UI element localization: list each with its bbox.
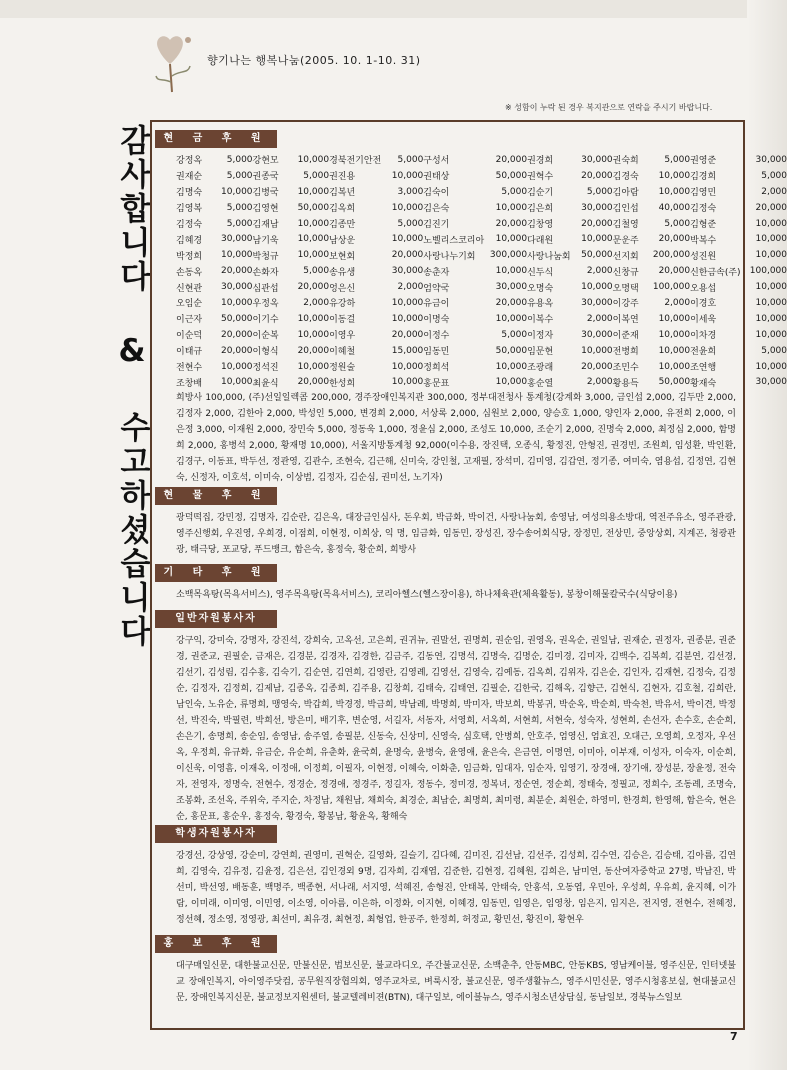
donation-amount: 20,000 <box>581 170 613 181</box>
donation-amount: 20,000 <box>221 329 253 340</box>
section-promo-label: 홍 보 후 원 <box>155 935 277 953</box>
volunteers-text: 강구익, 강미숙, 강명자, 강진석, 강희숙, 고옥선, 고은희, 권귀뉴, 권말선, 권명희, 권순임, 권영옥, 권옥순, 권일남, 권재순, 권정자, 권종분, 권준경, 권준교, 권필순, 금재은, 김경분, 김경자, 김경한, 김금주, 김동연, 김명석, 김명숙, 김명순, 김미경, 김미자, 김백수, 김복희, 김분연, 김선경, 김선기, 김성림, 김수홍, 김숙기, 김순연, 김연희, 김영란, 김영례, 김영선, 김영숙, 김예동, 김옥희, 김위자, 김은순, 김인자, 김재현, 김정숙, 김정순, 김정자, 김정희, 김제남, 김종옥, 김종희, 김주용, 김창희, 김태숙, 김태연, 김필순, 김한국, 김해옥, 김향근, 김현식, 김현자, 김호철, 김희란, 남인숙, 노유순, 류명희, 맹영숙, 박갑희, 박경정, 박금희, 박남례, 박명희, 박미자, 박보희, 박봉귀, 박순옥, 박순희, 박숙천, 박유서, 박이견, 박정선, 박진숙, 박필련, 박희선, 방은미, 배기후, 변순영, 서길자, 서동자, 서영희, 서옥희, 서현희, 서현숙, 성숙자, 성현희, 손선자, 손수호, 손순희, 손은기, 송명희, 송순임, 송영남, 송주열, 송필분, 신동숙, 신상미, 신영숙, 심호택, 안병희, 안호주, 엄영신, 엄효진, 오대근, 오영희, 오정자, 우선옥, 우정희, 유규화, 유금순, 유순희, 유춘화, 윤국희, 윤명숙, 윤병숙, 윤영애, 윤은숙, 은금연, 이명연, 이미아, 이부재, 이성자, 이숙자, 이순희, 이신욱, 이영흠, 이재옥, 이정애, 이정희, 이필자, 이현정, 이혜숙, 이화춘, 임금화, 임대자, 임순자, 임영기, 장경애, 장기애, 장성분, 장윤정, 전숙자, 전영자, 정명숙, 전현수, 정경순, 정경애, 정경주, 정길자, 정동수, 정미경, 정복녀, 정순연, 정순희, 정태숙, 정필교, 정희수, 조동례, 조명숙, 조봉화, 조선옥, 주위숙, 주지순, 차정남, 채원남, 채희숙, 최경순, 최남순, 최명희, 최미령, 최분순, 최원순, 하영미, 한경희, 한영해, 함은숙, 현은순, 홍문표, 홍순우, 홍정숙, 황경숙, 황봉남, 황윤옥, 황해숙 <box>176 636 736 822</box>
donation-amount: 10,000 <box>755 234 787 245</box>
donor-name: 조광래 <box>527 363 554 374</box>
table-row <box>176 327 787 343</box>
donor-name: 다래원 <box>527 235 554 246</box>
donor-name: 황용득 <box>612 378 639 389</box>
donor-name: 이근자 <box>176 315 203 326</box>
donation-amount: 100,000 <box>652 282 691 293</box>
cash-donor-table <box>176 152 787 390</box>
donor-name: 유금이 <box>423 299 450 310</box>
donation-amount: 20,000 <box>297 377 330 388</box>
donation-amount: 20,000 <box>297 345 330 356</box>
donor-name: 김경숙 <box>612 172 639 183</box>
donor-name: 홍문표 <box>423 378 450 389</box>
table-row <box>176 216 787 232</box>
donor-name: 성진원 <box>690 251 717 262</box>
donor-name: 김재남 <box>252 220 279 230</box>
donation-amount: 10,000 <box>391 297 424 308</box>
donor-name: 김영복 <box>176 204 203 215</box>
cash-extra-text: 희방사 100,000, (주)선일일렉콤 200,000, 경주장애인복지관 300,000, 정부대전청사 통계청(강계화 3,000, 금인섭 2,000, 김두만 2,000, 김정자 2,000, 김한아 2,000, 박성인 5,000, 변경희 2,000, 서상록 2,000, 심원보 2,000, 양승호 1,000, 양인자 2,000, 유전희 2,000, 이은정 3,000, 이재원 2,000, 장민숙 5,000, 정동욱 1,000, 정윤심 2,000, 조성도 10,000, 조순기 2,000, 진명숙 2,000, 최정심 2,000, 함명희 2,000, 홍병석 2,000, 황재명 10,000), 서울지방통계청 92,000(이수용, 장진택, 오종식, 황정진, 안형진, 권경빈, 조원희, 임성환, 박인환, 김경구, 이동표, 박두선, 정관영, 김관수, 조현숙, 김근해, 신미숙, 강인철, 고재필, 장석미, 김미영, 김갑연, 정기종, 여미숙, 염용섭, 김정연, 김현숙, 신정자, 이호석, 이미숙, 이상범, 김정자, 김순심, 권미선, 노기자) <box>176 393 736 483</box>
donor-name: 신한금속(주) <box>690 267 741 278</box>
donor-name: 전병희 <box>612 347 639 358</box>
donation-amount: 10,000 <box>658 186 691 197</box>
table-row <box>176 311 787 327</box>
donor-name: 홍순열 <box>527 378 554 389</box>
donor-name: 오용섭 <box>690 283 717 294</box>
donor-name: 이경호 <box>690 299 717 310</box>
donation-amount: 10,000 <box>495 377 528 388</box>
table-row <box>176 359 787 375</box>
donor-name: 이복연 <box>612 315 639 326</box>
table-row <box>176 152 787 168</box>
donation-amount: 5,000 <box>664 154 691 165</box>
donor-name: 남기욱 <box>252 235 279 246</box>
donation-amount: 20,000 <box>581 218 613 229</box>
donation-amount: 10,000 <box>297 234 330 245</box>
section-students-label: 학생자원봉사자 <box>155 825 277 843</box>
donor-name: 김아람 <box>612 188 639 199</box>
donor-name: 오명택 <box>612 283 639 294</box>
donation-amount: 20,000 <box>658 266 691 277</box>
donation-amount: 10,000 <box>755 218 787 229</box>
donor-name: 김은숙 <box>423 204 450 215</box>
page-number: 7 <box>730 1030 738 1043</box>
donor-name: 김철영 <box>612 220 639 230</box>
donation-amount: 10,000 <box>221 377 253 388</box>
donor-name: 오명숙 <box>527 283 554 294</box>
donation-amount: 5,000 <box>761 170 787 181</box>
donation-amount: 30,000 <box>221 234 253 245</box>
donor-name: 심관섭 <box>252 283 279 294</box>
donor-name: 김정숙 <box>176 220 203 230</box>
donor-name: 권경희 <box>527 156 554 167</box>
donation-amount: 10,000 <box>221 250 253 261</box>
donation-amount: 10,000 <box>297 154 330 165</box>
donation-amount: 15,000 <box>391 345 424 356</box>
table-row <box>176 247 787 263</box>
donor-name: 박청규 <box>252 251 279 262</box>
table-row <box>176 263 787 279</box>
donation-amount: 10,000 <box>221 186 253 197</box>
donor-name: 김인섭 <box>612 204 639 215</box>
donation-amount: 30,000 <box>221 282 253 293</box>
donor-name: 송춘자 <box>423 267 450 278</box>
donation-amount: 5,000 <box>226 170 253 181</box>
goods-text: 광덕떡집, 강민정, 김명자, 김순란, 김은옥, 대장금인심사, 돈우회, 박금화, 박이건, 사랑나눔회, 송영남, 여성의용소방대, 역전주유소, 영주관광, 영주신행회, 우진영, 우희경, 이점희, 이현정, 이희상, 익 명, 임금화, 임동민, 장성진, 장수송어회식당, 장정민, 전상민, 중앙상회, 지계곤, 청광관광, 태극당, 포교당, 푸드뱅크, 함은숙, 홍정숙, 황순희, 희방사 <box>176 513 736 555</box>
table-row <box>176 168 787 184</box>
donation-amount: 10,000 <box>755 313 787 324</box>
donation-amount: 50,000 <box>221 313 253 324</box>
table-row <box>176 343 787 359</box>
donor-name: 이기수 <box>252 315 279 326</box>
donation-amount: 5,000 <box>397 154 424 165</box>
donor-name: 김복년 <box>329 188 356 199</box>
donation-amount: 20,000 <box>658 234 691 245</box>
donor-name: 김숙이 <box>423 188 450 199</box>
donor-name: 박정희 <box>176 251 203 262</box>
donor-name: 권진용 <box>329 172 356 183</box>
donation-amount: 5,000 <box>397 218 424 229</box>
donor-name: 경북전기안전 <box>329 156 382 167</box>
donation-amount: 50,000 <box>658 377 691 388</box>
page-header-title: 향기나는 행복나눔(2005. 10. 1-10. 31) <box>207 54 421 67</box>
page-top-edge <box>0 0 787 18</box>
donor-name: 김경희 <box>690 172 717 183</box>
donation-amount: 2,000 <box>664 297 691 308</box>
donor-name: 신현관 <box>176 283 203 294</box>
donation-amount: 10,000 <box>297 250 330 261</box>
donation-amount: 10,000 <box>658 313 691 324</box>
donation-amount: 20,000 <box>297 282 330 293</box>
donation-amount: 10,000 <box>297 313 330 324</box>
donor-name: 조연행 <box>690 363 717 374</box>
donor-name: 사랑나누기회 <box>423 251 476 262</box>
donor-name: 김혜경 <box>176 235 203 246</box>
donation-amount: 10,000 <box>581 282 613 293</box>
section-volunteers-label: 일반자원봉사자 <box>155 610 277 628</box>
donation-amount: 3,000 <box>397 186 424 197</box>
table-row <box>176 374 787 390</box>
donation-amount: 5,000 <box>303 266 330 277</box>
donor-name: 이태규 <box>176 347 203 358</box>
donation-amount: 10,000 <box>221 297 253 308</box>
donor-name: 이영우 <box>329 331 356 342</box>
donor-name: 엉은신 <box>329 283 356 294</box>
other-text: 소백목욕탕(목욕서비스), 영주목욕탕(목욕서비스), 코리아헬스(헬스장이용), 하나체육관(체육활동), 봉창이해물칼국수(식당이용) <box>176 590 678 600</box>
donation-amount: 10,000 <box>755 282 787 293</box>
heart-flower-logo <box>150 30 200 96</box>
donor-name: 조창배 <box>176 378 203 389</box>
donor-name: 이준재 <box>612 331 639 342</box>
donor-name: 선지회 <box>612 251 639 262</box>
donor-name: 신창규 <box>612 267 639 278</box>
donor-name: 정석진 <box>252 363 279 374</box>
table-row <box>176 231 787 247</box>
donation-amount: 30,000 <box>391 266 424 277</box>
donation-amount: 5,000 <box>586 186 613 197</box>
table-row <box>176 184 787 200</box>
donor-name: 김종만 <box>329 220 356 230</box>
donation-amount: 20,000 <box>391 250 424 261</box>
donor-name: 신두식 <box>527 267 554 278</box>
donor-name: 구성서 <box>423 156 450 167</box>
donor-name: 이동걸 <box>329 315 356 326</box>
donation-amount: 10,000 <box>297 218 330 229</box>
donation-amount: 200,000 <box>652 250 691 261</box>
promo-text: 대구매일신문, 대한불교신문, 만불신문, 법보신문, 불교라디오, 주간불교신문, 소백춘추, 안동MBC, 안동KBS, 영남케이블, 영주신문, 인터넷불교 장애인복지, 아이영주닷컴, 공무원직장협의회, 영주교차로, 벼룩시장, 불교신문, 영주생활뉴스, 영주시민신문, 영주시청홍보실, 현대불교신문, 장애인복지신문, 불교정보지원센터, 불교텔레비젼(BTN), 대구일보, 에이블뉴스, 영주시청소년상담실, 동남일보, 경북뉴스일보 <box>176 961 736 1003</box>
donor-name: 김영민 <box>690 188 717 199</box>
section-cash-label: 현 금 후 원 <box>155 130 277 148</box>
donor-name: 정희석 <box>423 363 450 374</box>
donation-amount: 5,000 <box>501 186 528 197</box>
donation-amount: 300,000 <box>489 250 528 261</box>
donation-amount: 30,000 <box>581 202 613 213</box>
donation-amount: 10,000 <box>658 345 691 356</box>
students-text: 강경선, 강상영, 강순미, 강연희, 권영미, 권혁순, 길영화, 길슬기, 김다혜, 김미진, 김선남, 김선주, 김성희, 김수연, 김승은, 김승태, 김아름, 김연희, 김영숙, 김유정, 김윤정, 김은선, 김인경외 9명, 김자희, 김재엽, 김준한, 김현정, 김혜원, 김희은, 남미연, 동산여자중학교 27명, 박남진, 박선미, 박선영, 배동훈, 백명주, 백종현, 서나래, 서지영, 석혜진, 송형진, 안태복, 안태숙, 안홍석, 오동엽, 우민아, 우성희, 우유희, 윤지혜, 이가람, 이미래, 이미영, 이민영, 이소영, 이아름, 이은하, 이정화, 이지현, 이혜경, 임동민, 임영은, 임영창, 임은지, 임지은, 전지영, 전현수, 전혜정, 정선혜, 정소영, 정영광, 최선미, 최유경, 최현정, 최형업, 한공주, 한정희, 허정교, 황민선, 황진이, 황현우 <box>176 851 736 925</box>
donor-name: 정원술 <box>329 363 356 374</box>
donor-name: 권종국 <box>252 172 279 183</box>
donation-amount: 10,000 <box>495 202 528 213</box>
donation-amount: 5,000 <box>664 218 691 229</box>
donor-name: 김은희 <box>527 204 554 215</box>
donation-amount: 10,000 <box>495 266 528 277</box>
table-row <box>176 200 787 216</box>
donation-amount: 10,000 <box>391 361 424 372</box>
donation-amount: 30,000 <box>755 154 787 165</box>
donor-name: 유용옥 <box>527 299 554 310</box>
donation-amount: 10,000 <box>297 186 330 197</box>
section-other-label: 기 타 후 원 <box>155 564 277 582</box>
donor-name: 문운주 <box>612 235 639 246</box>
donor-name: 한성희 <box>329 378 356 389</box>
donor-name: 오임순 <box>176 299 203 310</box>
donor-name: 김진기 <box>423 220 450 230</box>
donor-name: 전윤희 <box>690 347 717 358</box>
donor-name: 유강하 <box>329 299 356 310</box>
donation-amount: 10,000 <box>391 313 424 324</box>
donation-amount: 10,000 <box>391 202 424 213</box>
donor-name: 강현모 <box>252 156 279 167</box>
donation-amount: 20,000 <box>755 202 787 213</box>
donor-name: 조민수 <box>612 363 639 374</box>
donor-name: 송유생 <box>329 267 356 278</box>
donation-amount: 10,000 <box>297 361 330 372</box>
donation-amount: 20,000 <box>221 345 253 356</box>
donation-amount: 10,000 <box>495 313 528 324</box>
donation-amount: 10,000 <box>495 361 528 372</box>
donor-name: 이정수 <box>423 331 450 342</box>
donation-amount: 2,000 <box>586 377 613 388</box>
donor-name: 이순덕 <box>176 331 203 342</box>
donor-name: 노벨리스코리아 <box>423 235 485 246</box>
donor-name: 이명숙 <box>423 315 450 326</box>
donor-name: 사랑나눔회 <box>527 251 571 262</box>
notice-text: ※ 성함이 누락 된 경우 복지관으로 연락을 주시기 바랍니다. <box>505 103 713 112</box>
donor-name: 우정옥 <box>252 299 279 310</box>
donation-amount: 50,000 <box>495 170 528 181</box>
donor-name: 남상운 <box>329 235 356 246</box>
donation-amount: 30,000 <box>581 154 613 165</box>
donation-amount: 20,000 <box>581 361 613 372</box>
donation-amount: 10,000 <box>391 170 424 181</box>
donor-name: 김명숙 <box>176 188 203 199</box>
donor-name: 보현회 <box>329 251 356 262</box>
donor-name: 박복수 <box>690 235 717 246</box>
table-row <box>176 295 787 311</box>
donation-amount: 20,000 <box>495 218 528 229</box>
donation-amount: 30,000 <box>581 297 613 308</box>
donation-amount: 20,000 <box>495 297 528 308</box>
donor-name: 김옥희 <box>329 204 356 215</box>
donor-name: 권재순 <box>176 172 203 183</box>
donor-name: 손화자 <box>252 267 279 278</box>
donor-name: 최윤식 <box>252 378 279 389</box>
donor-name: 권혁수 <box>527 172 554 183</box>
donation-amount: 10,000 <box>755 329 787 340</box>
donor-name: 권숙희 <box>612 156 639 167</box>
donation-amount: 2,000 <box>586 266 613 277</box>
donation-amount: 2,000 <box>586 313 613 324</box>
donation-amount: 30,000 <box>755 377 787 388</box>
donation-amount: 20,000 <box>495 154 528 165</box>
donation-amount: 5,000 <box>226 202 253 213</box>
donor-name: 이세욱 <box>690 315 717 326</box>
donor-name: 이강주 <box>612 299 639 310</box>
donation-amount: 100,000 <box>749 266 787 277</box>
donation-amount: 10,000 <box>495 234 528 245</box>
donor-name: 임문현 <box>527 347 554 358</box>
donation-amount: 50,000 <box>581 250 613 261</box>
donation-amount: 2,000 <box>761 186 787 197</box>
donor-name: 김영현 <box>252 204 279 215</box>
donor-name: 김순기 <box>527 188 554 199</box>
donor-name: 김병국 <box>252 188 279 199</box>
donation-amount: 10,000 <box>391 377 424 388</box>
donation-amount: 2,000 <box>397 282 424 293</box>
donation-amount: 30,000 <box>495 282 528 293</box>
donation-amount: 10,000 <box>755 250 787 261</box>
donation-amount: 5,000 <box>226 154 253 165</box>
section-goods-label: 현 물 후 원 <box>155 487 277 505</box>
donation-amount: 10,000 <box>297 329 330 340</box>
donation-amount: 10,000 <box>658 361 691 372</box>
donor-name: 이차경 <box>690 331 717 342</box>
donation-amount: 10,000 <box>755 361 787 372</box>
donor-name: 이순복 <box>252 331 279 342</box>
donor-name: 김형준 <box>690 220 717 230</box>
donor-name: 황재숙 <box>690 378 717 389</box>
donor-name: 이혜철 <box>329 347 356 358</box>
donor-name: 이형식 <box>252 347 279 358</box>
donor-name: 김정숙 <box>690 204 717 215</box>
donor-name: 김창영 <box>527 220 554 230</box>
donation-amount: 10,000 <box>581 345 613 356</box>
donor-name: 이정자 <box>527 331 554 342</box>
donation-amount: 5,000 <box>303 170 330 181</box>
donation-amount: 10,000 <box>658 170 691 181</box>
donor-name: 권태상 <box>423 172 450 183</box>
donor-name: 강정옥 <box>176 156 203 167</box>
donation-amount: 10,000 <box>221 361 253 372</box>
donor-name: 전현수 <box>176 363 203 374</box>
donation-amount: 10,000 <box>658 329 691 340</box>
donor-name: 임동민 <box>423 347 450 358</box>
donation-amount: 10,000 <box>581 234 613 245</box>
donation-amount: 50,000 <box>297 202 330 213</box>
donation-amount: 2,000 <box>303 297 330 308</box>
donation-amount: 20,000 <box>391 329 424 340</box>
donation-amount: 20,000 <box>221 266 253 277</box>
donor-name: 권영준 <box>690 156 717 167</box>
donation-amount: 10,000 <box>755 297 787 308</box>
donation-amount: 40,000 <box>658 202 691 213</box>
thanks-vertical-title: 감사합니다 & 수고하셨습니다 <box>114 124 150 649</box>
donor-name: 이복수 <box>527 315 554 326</box>
donation-amount: 50,000 <box>495 345 528 356</box>
donation-amount: 10,000 <box>391 234 424 245</box>
donation-amount: 5,000 <box>226 218 253 229</box>
donation-amount: 5,000 <box>501 329 528 340</box>
donation-amount: 5,000 <box>761 345 787 356</box>
donation-amount: 30,000 <box>581 329 613 340</box>
donor-name: 손동옥 <box>176 267 203 278</box>
table-row <box>176 279 787 295</box>
donor-name: 엄약국 <box>423 283 450 294</box>
